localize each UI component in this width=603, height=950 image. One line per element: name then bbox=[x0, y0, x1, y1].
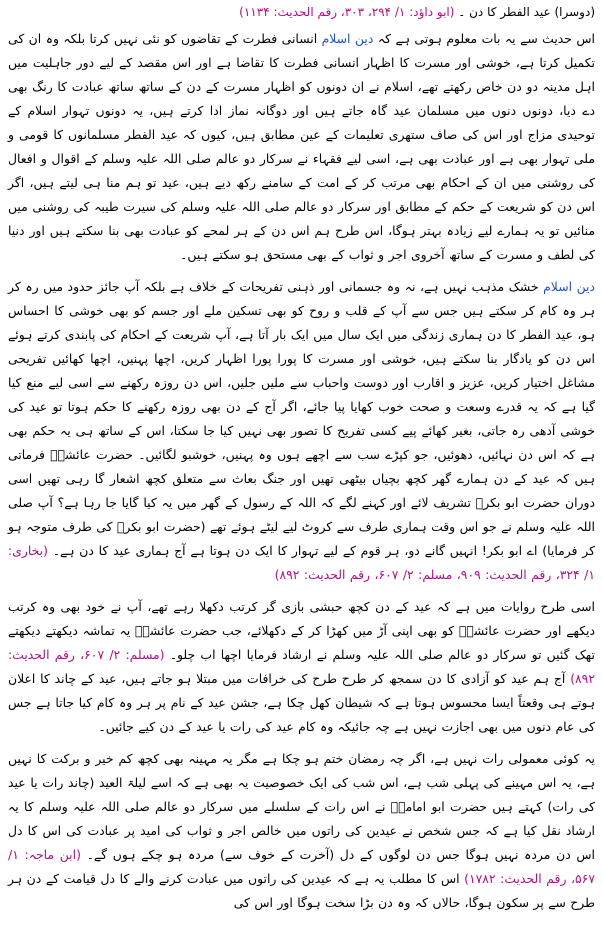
paragraphs bbox=[8, 27, 595, 915]
section-title: (دوسرا) عید الفطر کا دن ۔ bbox=[458, 5, 595, 19]
heading-reference: (ابو داؤد: ۱/ ۲۹۴، ۳۰۳، رقم الحدیث: ۱۱۳۴) bbox=[239, 5, 455, 19]
paragraph bbox=[8, 747, 595, 915]
citation: (ابن ماجہ: ۱/ ۵۶۷، رقم الحدیث: ۱۷۸۲) bbox=[8, 847, 595, 886]
body-text: خشک مذہب نہیں ہے، نہ وہ جسمانی اور ذہنی تفریحات کے خلاف ہے بلکہ آپ جائز حدود میں رہ کر ہر وہ کام کر سکتے ہیں جس سے آپ کے قلب و روح کو بھی تسکین ملے اور جسم کو بھی خوشی کا احساس ہو، عید الفطر کا دن ہماری زندگی میں ایک سال میں ایک بار آتا ہے، آپ شریعت کے احکام کی پابندی کرتے ہوئے اس دن کو یادگار بنا سکتے ہیں، خوشی اور مسرت کا پورا پورا اظہار کریں، اچھا پہنیں، اچھا کھائیں تفریحی مشاغل اختیار کریں، عزیز و اقارب اور دوست واحباب سے ملیں جلیں، اس دن روزہ رکھنے سے اسی لیے منع کیا گیا ہے کہ یہ قدرے وسعت و صحت خوب کھایا پیا جائے، اگر آج کے دن بھی روزہ رکھنے کا حکم ہوتا تو عید کی خوشی آدھی رہ جاتی، بغیر کھائے پیے کسی تفریح کا تصور بھی نہیں کیا جا سکتا، اس کے ساتھ ہی یہ حکم بھی ہے کہ اس دن نہائیں، دھوئیں، جو کپڑے سب سے اچھے ہوں وہ پہنیں، خوشبو لگائیں۔ حضرت عائشہؓ فرماتی ہیں کہ عید کے دن ہمارے گھر کچھ بچیاں بیٹھی تھیں اور جنگ بعاث سے متعلق کچھ اشعار گا رہی تھیں اسی دوران حضرت ابو بکرؓ تشریف لائے اور کہنے لگے کہ اللہ کے رسول کے گھر میں یہ کیا گایا جا رہا ہے؟ آپ صلی اللہ علیہ وسلم نے جو اس وقت ہماری طرف سے کروٹ لیے لیٹے ہوئے تھے (حضرت ابو بکرؓ کی طرف متوجہ ہو کر فرمایا) اے ابو بکر! انہیں گانے دو، ہر قوم کے لیے تہوار کا ایک دن ہوتا ہے آج ہماری عید کا دن ہے۔ bbox=[8, 279, 595, 558]
paragraph bbox=[8, 595, 595, 739]
body-text: اس کا مطلب یہ ہے کہ عیدین کی راتوں میں عبادت کرنے والے کا دل قیامت کے دن ہر طرح سے پر سکون ہوگا، حالاں کہ وہ دن بڑا سخت ہوگا اور اس کی bbox=[8, 871, 595, 910]
body-text: یہ کوئی معمولی رات نہیں ہے، اگر چہ رمضان ختم ہو چکا ہے مگر یہ مہینہ بھی کچھ کم خیر و برکت کا نہیں ہے، یہ اس مہینے کی پہلی شب ہے، اس شب کی ایک خصوصیت یہ بھی ہے کہ اسے لیلۃ العید (چاند رات یا عید کی رات) کہتے ہیں حضرت ابو امامہؓ نے اس رات کے سلسلے میں سرکار دو عالم صلی اللہ علیہ وسلم کا یہ ارشاد نقل کیا ہے کہ جس شخص نے عیدین کی راتوں میں خالص اجر و ثواب کی امید پر عبادت کی اس کا دل اس دن مردہ نہیں ہوگا جس دن لوگوں کے دل (آخرت کے خوف سے) مردہ ہو چکے ہوں گے۔ bbox=[8, 751, 595, 862]
highlighted-term: دین اسلام bbox=[321, 31, 374, 46]
citation: (مسلم: ۲/ ۶۰۷، رقم الحدیث: ۸۹۲) bbox=[8, 647, 595, 686]
section-heading bbox=[8, 3, 595, 21]
citation: (بخاری: ۱/ ۳۲۴، رقم الحدیث: ۹۰۹، مسلم: ۲/ ۶۰۷، رقم الحدیث: ۸۹۲) bbox=[8, 543, 595, 582]
paragraph bbox=[8, 275, 595, 587]
highlighted-term: دین اسلام bbox=[543, 279, 596, 294]
body-text: آج ہم عید کو آزادی کا دن سمجھ کر طرح طرح کی خرافات میں مبتلا ہو جاتے ہیں، عید کے چاند کا اعلان ہوتے ہی وقعتاً ایسا محسوس ہوتا ہے کہ شیطان کھل چکا ہے، جشن عید کے نام پر ہر وہ کام کیا جاتا ہے جس کی عام دنوں میں بھی اجازت نہیں ہے چہ جائیکہ وہ کام عید کی رات یا عید کے دن کیے جائیں۔ bbox=[8, 671, 595, 734]
body-text: اسی طرح روایات میں ہے کہ عید کے دن کچھ حبشی بازی گر کرتب دکھلا رہے تھے، آپ نے خود بھی وہ کرتب دیکھے اور حضرت عائشہؓ کو بھی اپنی آڑ میں کھڑا کر کے دکھلائے، جب حضرت عائشہؓ یہ تماشہ دیکھتے دیکھتے تھک گئیں تو سرکار دو عالم صلی اللہ علیہ وسلم نے ارشاد فرمایا اچھا اب چلو۔ bbox=[8, 599, 595, 662]
paragraph bbox=[8, 27, 595, 267]
body-text: اس حدیث سے یہ بات معلوم ہوتی ہے کہ bbox=[373, 31, 595, 46]
body-text: انسانی فطرت کے تقاضوں کو نئی نہیں کرتا بلکہ وہ ان کی تکمیل کرتا ہے، خوشی اور مسرت کا اظہار انسانی فطرت کا تقاضا ہے اور اس مقصد کے لیے دور جاہلیت میں اہل مدینہ دو دن خاص رکھتے تھے، اسلام نے ان دونوں کو اظہار مسرت کے دن کے ساتھ ساتھ عبادت کا رنگ بھی دے دیا، دونوں دنوں میں مسلمان عید گاہ جاتے ہیں اور دوگانہ نماز ادا کرتے ہیں، یہ دونوں تہوار اسلام کے توحیدی مزاج اور اس کی صاف ستھری تعلیمات کے عین مطابق ہیں، کیوں کہ عید الفطر مسلمانوں کا قومی و ملی تہوار بھی ہے اور عبادت بھی ہے، اسی لیے فقہاء نے سرکار دو عالم صلی اللہ علیہ وسلم کے اقوال و افعال کی روشنی میں ان کے احکام بھی مرتب کر کے امت کے سامنے رکھ دیے ہیں، عید تو ہم منا ہی لیتے ہیں، اگر اس دن کو شریعت کے حکم کے مطابق اور سرکار دو عالم صلی اللہ علیہ وسلم کی سیرت طیبہ کی روشنی میں منائیں تو یہ ہمارے لیے زیادہ بہتر ہوگا، اس طرح ہم اس دن کے ہر لمحے کو عبادت بھی بنا سکتے ہیں اور دنیا کی لطف و مسرت کے ساتھ آخروی اجر و ثواب کے بھی مستحق ہو سکتے ہیں۔ bbox=[8, 31, 595, 262]
